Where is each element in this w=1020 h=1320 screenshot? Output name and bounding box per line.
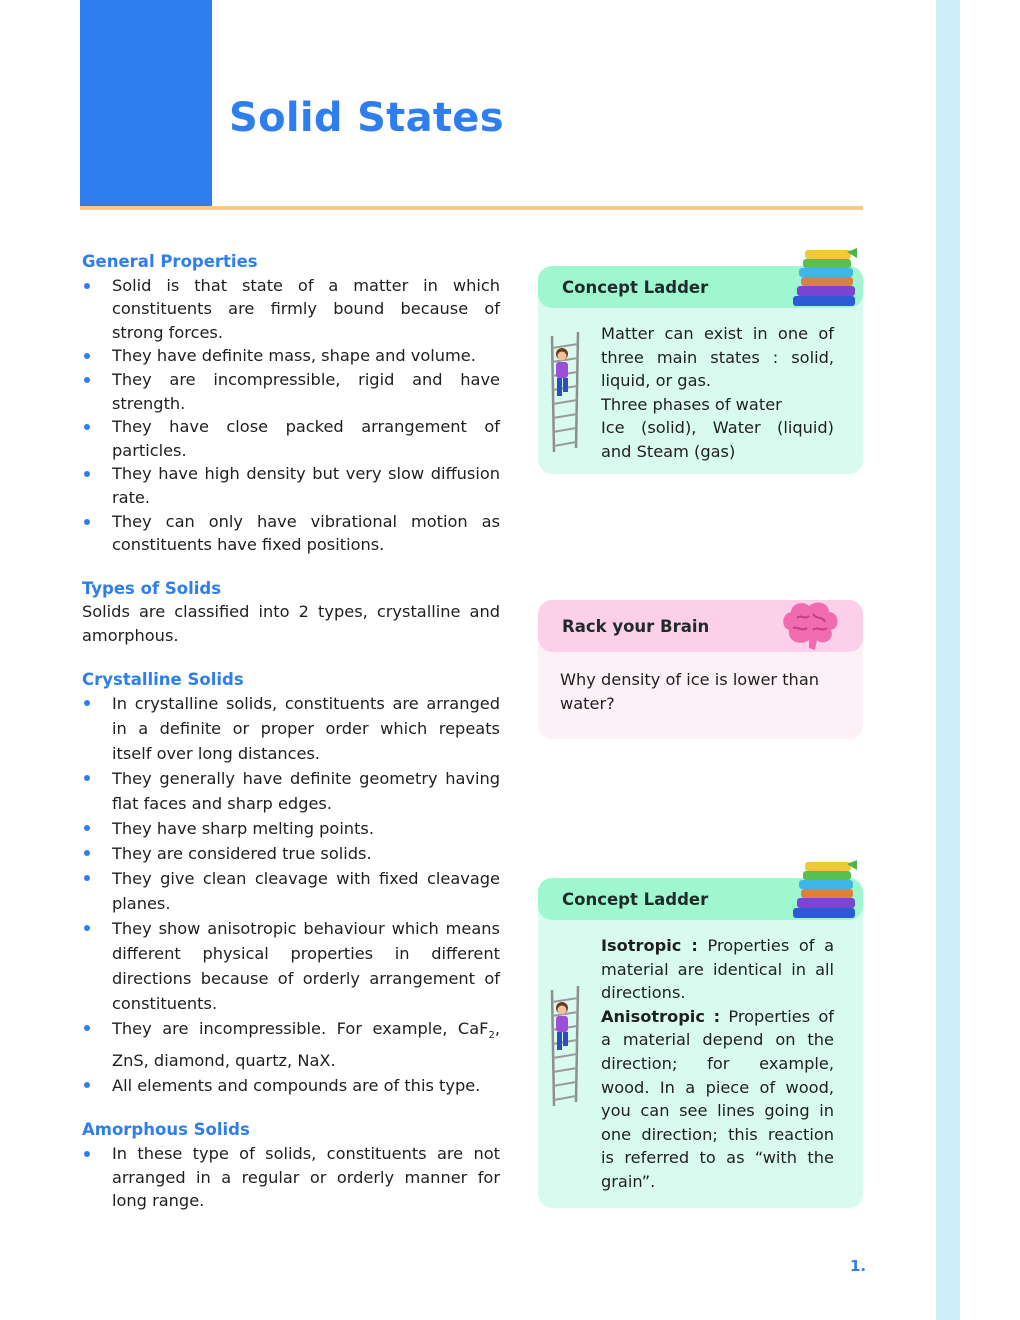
bullet-icon [84, 519, 90, 525]
list-item: In crystalline solids, constituents are arranged in a definite or proper order which repeats itself over long distances. [82, 691, 500, 766]
concept-ladder-label: Concept Ladder [562, 890, 709, 909]
list-item: They give clean cleavage with fixed cleavage planes. [82, 866, 500, 916]
general-properties-heading: General Properties [82, 252, 258, 271]
list-item: They have close packed arrangement of particles. [82, 415, 500, 462]
rack-your-brain-header [538, 600, 863, 652]
concept-ladder-text: Isotropic : Properties of a material are identical in all directions. Anisotropic : Properties of a material depend on the direction; for example, wood. In a piece of wood, you can see lines going in one direction; this reaction is referred to as “with the grain”. [601, 936, 834, 1191]
concept-ladder-card [538, 266, 863, 474]
bullet-icon [84, 700, 90, 706]
list-item: They show anisotropic behaviour which means different physical properties in different directions because of orderly arrangement of constituents. [82, 916, 500, 1016]
bullet-icon [84, 283, 90, 289]
general-properties-list [82, 274, 500, 557]
main-column [82, 250, 500, 1213]
list-item: They are considered true solids. [82, 841, 500, 866]
term-anisotropic: Anisotropic : [601, 1006, 721, 1026]
types-of-solids-text: Solids are classified into 2 types, crystalline and amorphous. [82, 602, 500, 645]
bullet-icon [84, 471, 90, 477]
list-item: They are incompressible, rigid and have strength. [82, 368, 500, 415]
bullet-icon [84, 775, 90, 781]
crystalline-solids-list [82, 691, 500, 1098]
list-item: All elements and compounds are of this type. [82, 1073, 500, 1098]
rack-your-brain-question: Why density of ice is lower than water? [560, 670, 819, 713]
girl-climbing-ladder-icon [546, 330, 586, 454]
bullet-icon [84, 424, 90, 430]
list-item: In these type of solids, constituents are not arranged in a regular or orderly manner for long range. [82, 1142, 500, 1213]
list-item: Solid is that state of a matter in which constituents are firmly bound because of strong forces. [82, 274, 500, 345]
amorphous-solids-list [82, 1142, 500, 1213]
bullet-icon [84, 825, 90, 831]
concept-ladder-label: Concept Ladder [562, 278, 709, 297]
rack-your-brain-label: Rack your Brain [562, 617, 710, 636]
list-item: They have definite mass, shape and volume. [82, 344, 500, 368]
concept-ladder-card [538, 878, 863, 1208]
concept-ladder-text: Matter can exist in one of three main states : solid, liquid, or gas. Three phases of water Ice (solid), Water (liquid) and Steam (gas) [601, 324, 834, 461]
bullet-icon [84, 850, 90, 856]
brain-icon [779, 600, 841, 654]
girl-climbing-ladder-icon [546, 984, 586, 1108]
side-strip [936, 0, 960, 1320]
books-stack-icon [787, 246, 861, 310]
crystalline-solids-heading: Crystalline Solids [82, 669, 244, 689]
bullet-icon [84, 925, 90, 931]
types-of-solids-heading: Types of Solids [82, 578, 222, 598]
bullet-icon [84, 875, 90, 881]
page-title: Solid States [229, 95, 504, 141]
bullet-icon [84, 1025, 90, 1031]
rack-your-brain-card [538, 600, 863, 739]
term-isotropic: Isotropic : [601, 936, 698, 955]
bullet-icon [84, 1151, 90, 1157]
bullet-icon [84, 377, 90, 383]
list-item: They can only have vibrational motion as constituents have fixed positions. [82, 510, 500, 557]
list-item: They have high density but very slow diffusion rate. [82, 462, 500, 509]
page-number: 1. [850, 1257, 867, 1275]
list-item: They generally have definite geometry having flat faces and sharp edges. [82, 766, 500, 816]
bullet-icon [84, 1082, 90, 1088]
header-blue-block [80, 0, 212, 206]
list-item: They have sharp melting points. [82, 816, 500, 841]
bullet-icon [84, 353, 90, 359]
list-item: They are incompressible. For example, CaF$_2$, ZnS, diamond, quartz, NaX. [82, 1016, 500, 1073]
amorphous-solids-heading: Amorphous Solids [82, 1120, 250, 1140]
title-rule [80, 206, 863, 210]
books-stack-icon [787, 858, 861, 922]
